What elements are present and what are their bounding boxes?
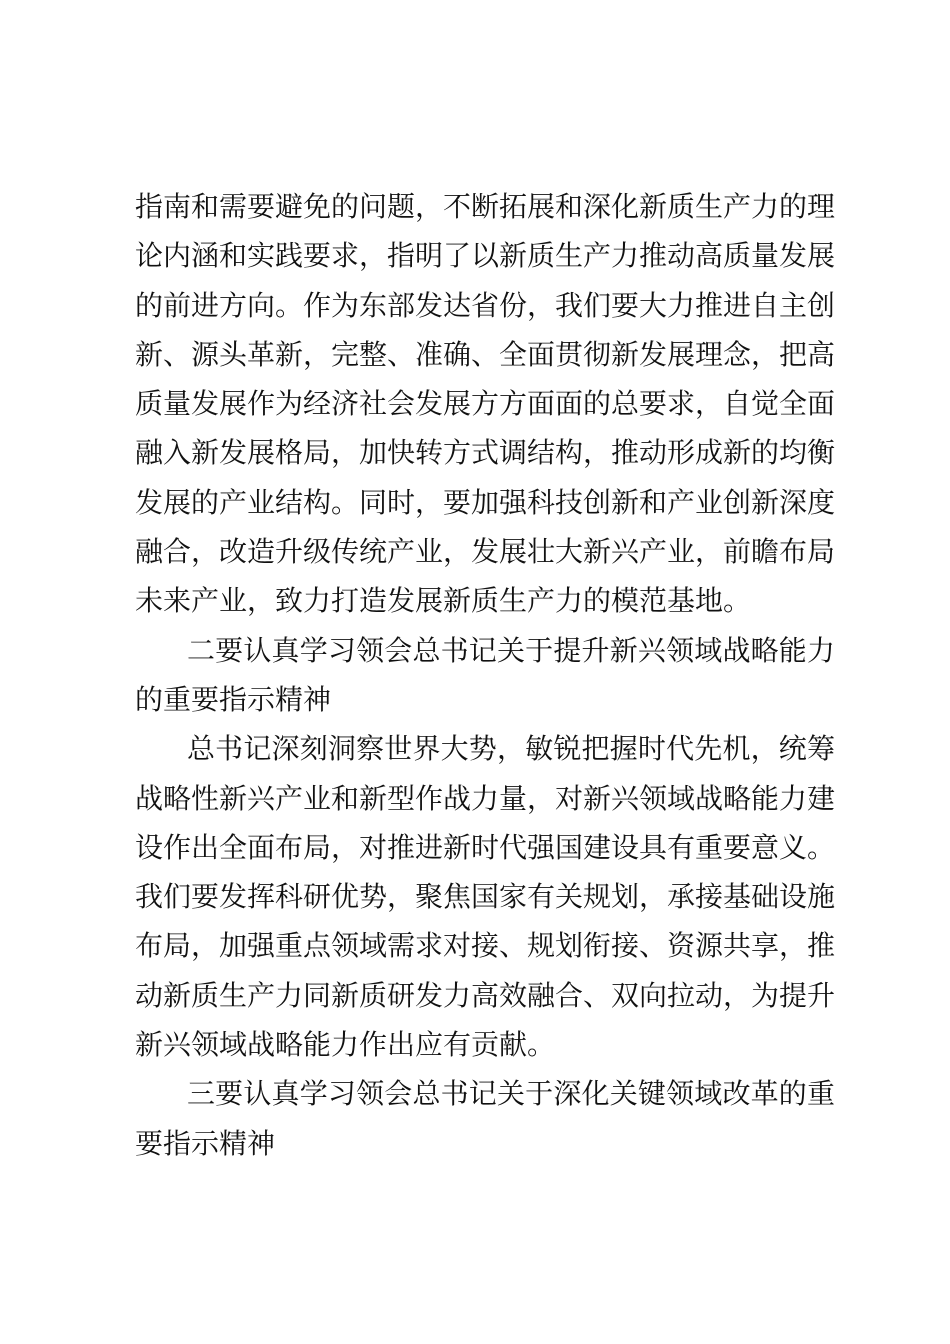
text-line: 指南和需要避免的问题，不断拓展和深化新质生产力的理	[135, 190, 836, 223]
document-body	[135, 182, 835, 1168]
text-line: 未来产业，致力打造发展新质生产力的模范基地。	[135, 584, 752, 618]
text-line: 融合，改造升级传统产业，发展壮大新兴产业，前瞻布局	[135, 535, 836, 569]
text-line: 设作出全面布局，对推进新时代强国建设具有重要意义。	[135, 830, 836, 864]
text-line: 战略性新兴产业和新型作战力量，对新兴领域战略能力建	[135, 781, 836, 815]
section-heading-line: 二要认真学习领会总书记关于提升新兴领域战略能力	[187, 633, 835, 667]
text-line: 新、源头革新，完整、准确、全面贯彻新发展理念，把高	[135, 337, 836, 371]
text-line: 总书记深刻洞察世界大势，敏锐把握时代先机，统筹	[187, 732, 835, 766]
text-line: 融入新发展格局，加快转方式调结构，推动形成新的均衡	[135, 436, 836, 470]
section-heading-line: 三要认真学习领会总书记关于深化关键领域改革的重	[187, 1077, 835, 1111]
section-heading-line: 要指示精神	[135, 1126, 276, 1160]
text-line: 新兴领域战略能力作出应有贡献。	[135, 1028, 556, 1062]
text-line: 我们要发挥科研优势，聚焦国家有关规划，承接基础设施	[135, 880, 836, 914]
text-line: 论内涵和实践要求，指明了以新质生产力推动高质量发展	[135, 239, 836, 273]
text-line: 的前进方向。作为东部发达省份，我们要大力推进自主创	[135, 288, 836, 322]
text-line: 布局，加强重点领域需求对接、规划衔接、资源共享，推	[135, 929, 836, 963]
text-line: 质量发展作为经济社会发展方方面面的总要求，自觉全面	[135, 387, 836, 421]
text-line: 发展的产业结构。同时，要加强科技创新和产业创新深度	[135, 485, 836, 519]
text-line: 动新质生产力同新质研发力高效融合、双向拉动，为提升	[135, 978, 836, 1012]
section-heading-line: 的重要指示精神	[135, 682, 332, 716]
